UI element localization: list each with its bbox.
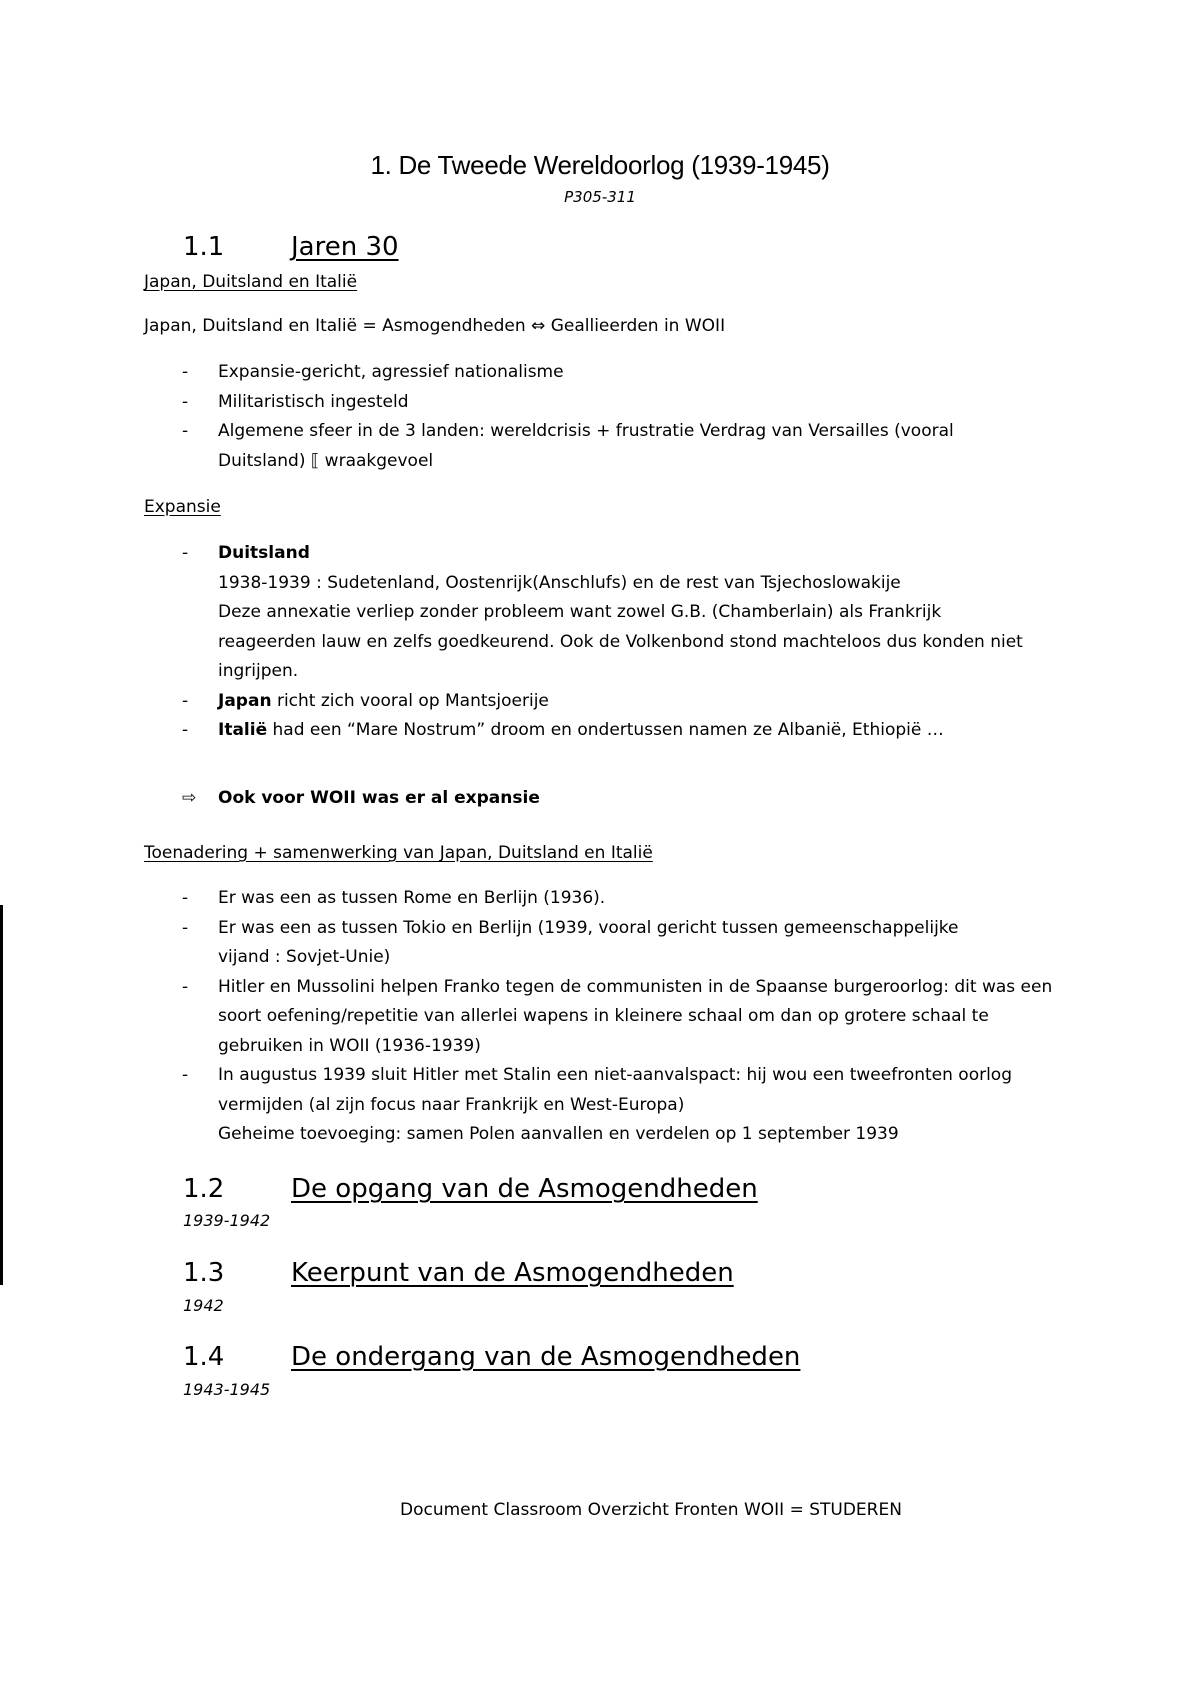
list-item-text: 1938-1939 : Sudetenland, Oostenrijk(Anschlufs) en de rest van Tsjechoslowakije: [218, 572, 901, 593]
list-item: [144, 973, 1074, 1062]
list-item: [144, 358, 1074, 388]
bullet-dash: -: [182, 720, 189, 740]
page-reference: P305-311: [564, 188, 636, 206]
section-period: 1942: [183, 1296, 224, 1315]
expansion-list: [144, 539, 1074, 746]
list-item: [144, 914, 1074, 973]
list-item-text: Expansie-gericht, agressief nationalisme: [218, 362, 564, 382]
arrow-icon: ⇨: [182, 788, 197, 808]
section-number: 1.3: [183, 1258, 225, 1288]
bullet-dash: -: [182, 421, 189, 441]
country-label: Japan: [218, 690, 272, 711]
section-title: Jaren 30: [291, 232, 399, 262]
country-label: Italië: [218, 720, 268, 740]
section-heading-1-4: [183, 1342, 800, 1372]
section-title: De opgang van de Asmogendheden: [291, 1174, 758, 1204]
footer-note: Document Classroom Overzicht Fronten WOII = STUDEREN: [400, 1500, 902, 1520]
list-item-text: Hitler en Mussolini helpen Franko tegen de communisten in de Spaanse burgeroorlog: dit was een soort oefening/repetitie van allerlei wapens in kleinere schaal om dan op grotere schaal te gebruiken in WOII (1936-1939): [218, 976, 1053, 1056]
list-item-japan: [144, 687, 1074, 717]
subheading-toenadering: Toenadering + samenwerking van Japan, Duitsland en Italië: [144, 843, 653, 863]
bullet-dash: -: [182, 391, 189, 412]
section-number: 1.1: [183, 232, 225, 262]
subheading-expansie: Expansie: [144, 497, 221, 517]
list-item: [144, 884, 1074, 914]
list-item-text: had een “Mare Nostrum” droom en ondertussen namen ze Albanië, Ethiopië …: [267, 720, 944, 740]
section-number: 1.2: [183, 1174, 225, 1204]
document-title: 1. De Tweede Wereldoorlog (1939-1945): [370, 150, 830, 180]
section-heading-1-3: [183, 1258, 734, 1288]
margin-bar: [0, 905, 3, 1285]
section-number: 1.4: [183, 1342, 225, 1372]
list-item-text: Er was een as tussen Tokio en Berlijn (1939, vooral gericht tussen gemeenschappelijke vijand : Sovjet-Unie): [218, 917, 959, 967]
list-item-italie: [144, 716, 1074, 746]
bullet-dash: -: [182, 976, 189, 997]
list-item-text: richt zich vooral op Mantsjoerije: [271, 690, 549, 711]
bullet-dash: -: [182, 690, 189, 711]
list-item-text: Algemene sfeer in de 3 landen: wereldcrisis + frustratie Verdrag van Versailles (vooral Duitsland) ⟦ wraakgevoel: [218, 421, 954, 471]
list-item-duitsland: [144, 539, 1074, 687]
section-heading-1-2: [183, 1174, 758, 1204]
conclusion-text: Ook voor WOII was er al expansie: [218, 788, 540, 808]
section-heading-1-1: [183, 232, 399, 262]
list-item: [144, 388, 1074, 418]
secret-addition-text: Geheime toevoeging: samen Polen aanvallen en verdelen op 1 september 1939: [218, 1124, 899, 1144]
bullet-dash: -: [182, 543, 189, 563]
cooperation-list: [144, 884, 1074, 1150]
section-period: 1939-1942: [183, 1211, 271, 1230]
list-item: [144, 417, 1074, 476]
list-item-text: Deze annexatie verliep zonder probleem want zowel G.B. (Chamberlain) als Frankrijk reageerden lauw en zelfs goedkeurend. Ook de Volkenbond stond machteloos dus konden niet ingrijpen.: [218, 602, 1023, 681]
list-item-text: Militaristisch ingesteld: [218, 391, 409, 412]
bullet-dash: -: [182, 917, 189, 938]
list-item-text: Er was een as tussen Rome en Berlijn (1936).: [218, 888, 606, 908]
intro-paragraph: Japan, Duitsland en Italië = Asmogendheden ⇔ Geallieerden in WOII: [144, 316, 726, 336]
bullet-dash: -: [182, 362, 189, 382]
bullet-dash: -: [182, 1065, 189, 1085]
conclusion-line: [144, 788, 540, 808]
bullet-dash: -: [182, 888, 189, 908]
country-label: Duitsland: [218, 543, 310, 563]
characteristics-list: [144, 358, 1074, 476]
section-title: De ondergang van de Asmogendheden: [291, 1342, 801, 1372]
subheading-asmogendheden: Japan, Duitsland en Italië: [144, 272, 358, 292]
section-title: Keerpunt van de Asmogendheden: [291, 1258, 734, 1288]
section-period: 1943-1945: [183, 1380, 271, 1399]
list-item-text: In augustus 1939 sluit Hitler met Stalin een niet-aanvalspact: hij wou een tweefronten oorlog vermijden (al zijn focus naar Frankrijk en West-Europa): [218, 1065, 1013, 1115]
list-item: [144, 1061, 1074, 1150]
